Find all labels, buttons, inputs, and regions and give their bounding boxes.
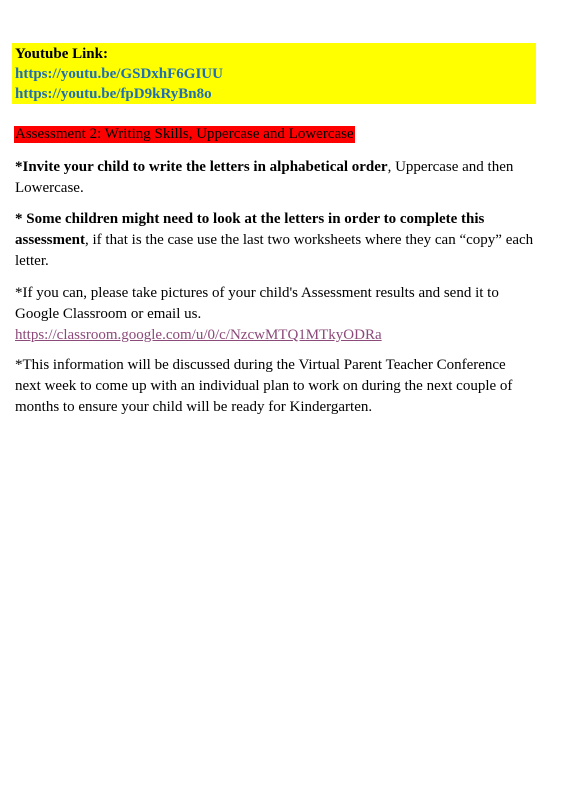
instruction-paragraph-2 bbox=[15, 209, 535, 272]
youtube-link-1[interactable]: https://youtu.be/GSDxhF6GIUU bbox=[15, 66, 223, 82]
instruction-paragraph-4: *This information will be discussed during the Virtual Parent Teacher Conference next week to come up with an individual plan to work on during the next couple of months to ensure your child will be ready for Kindergarten. bbox=[15, 357, 513, 415]
instruction-1-text: , Uppercase and then Lowercase. bbox=[15, 159, 514, 196]
instruction-2-bold: * Some children might need to look at the letters in order to complete this assessment bbox=[15, 211, 485, 248]
youtube-links-box bbox=[12, 43, 536, 104]
youtube-link-heading: Youtube Link: bbox=[15, 46, 108, 62]
google-classroom-link[interactable]: https://classroom.google.com/u/0/c/NzcwMTQ1MTkyODRa bbox=[15, 327, 382, 343]
instruction-paragraph-3 bbox=[15, 283, 535, 346]
instruction-1-bold: *Invite your child to write the letters in alphabetical order bbox=[15, 159, 388, 175]
youtube-link-2[interactable]: https://youtu.be/fpD9kRyBn8o bbox=[15, 86, 212, 102]
instruction-3-text: *If you can, please take pictures of your child's Assessment results and send it to Google Classroom or email us. bbox=[15, 285, 499, 322]
instruction-2-text: , if that is the case use the last two worksheets where they can “copy” each letter. bbox=[15, 232, 534, 269]
instruction-paragraph-1 bbox=[15, 157, 535, 199]
assessment-title: Assessment 2: Writing Skills, Uppercase and Lowercase bbox=[15, 126, 354, 142]
